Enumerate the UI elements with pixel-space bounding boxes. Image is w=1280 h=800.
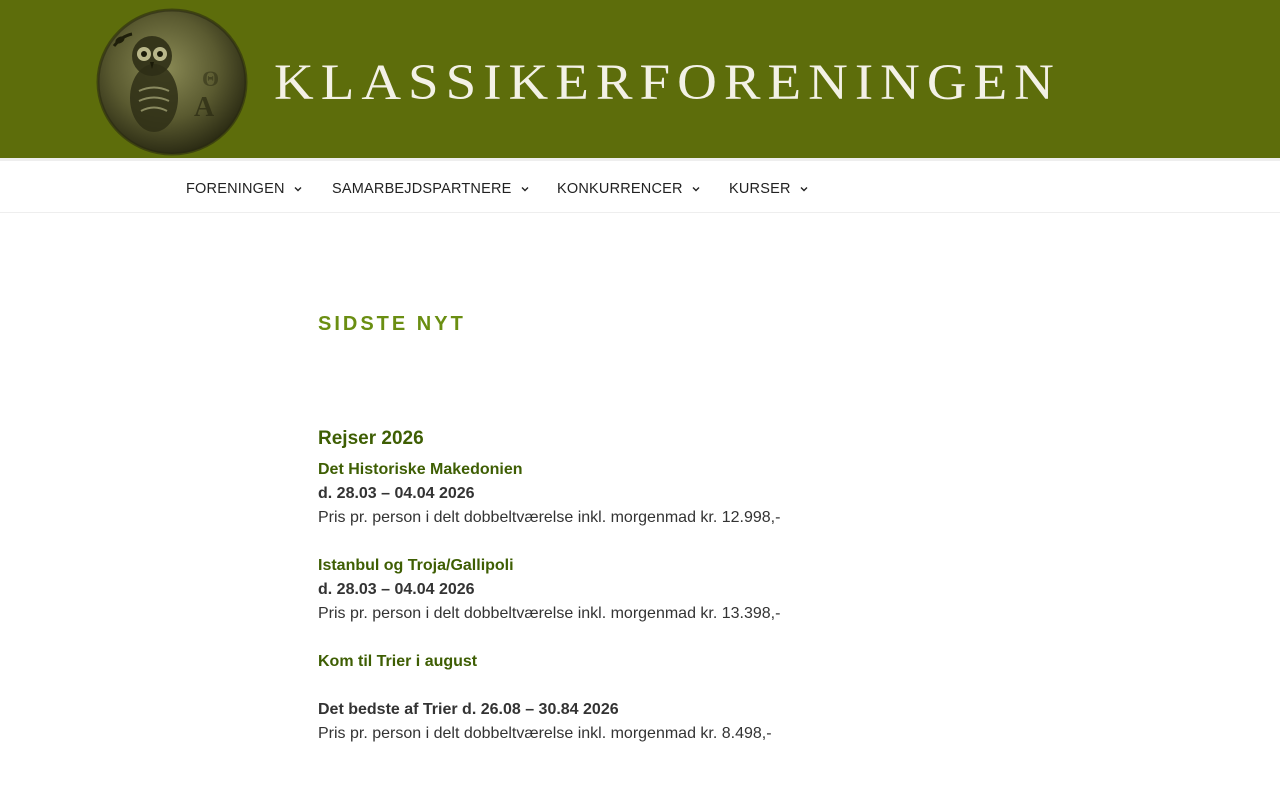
trip-link[interactable]: Kom til Trier i august [318, 653, 478, 670]
owl-coin-icon[interactable] [94, 6, 248, 156]
trip-date: Det bedste af Trier d. 26.08 – 30.84 2026 [318, 701, 619, 718]
list-item [318, 650, 477, 674]
nav-item-label: SAMARBEJDSPARTNERE [332, 181, 512, 197]
nav-item-label: FORENINGEN [186, 181, 285, 197]
nav-item-label: KONKURRENCER [557, 181, 683, 197]
svg-text:Θ: Θ [202, 66, 220, 91]
chevron-down-icon [293, 184, 303, 194]
nav-item-konkurrencer[interactable] [557, 161, 701, 213]
trip-price: Pris pr. person i delt dobbeltværelse inkl. morgenmad kr. 13.398,- [318, 605, 781, 622]
site-title[interactable]: KLASSIKERFORENINGEN [274, 53, 1061, 110]
nav-item-label: KURSER [729, 181, 791, 197]
chevron-down-icon [799, 184, 809, 194]
list-item [318, 554, 514, 578]
trip-date: d. 28.03 – 04.04 2026 [318, 485, 475, 502]
site-header [0, 0, 1280, 158]
svg-text:A: A [194, 92, 215, 123]
chevron-down-icon [691, 184, 701, 194]
nav-item-foreningen[interactable] [186, 161, 303, 213]
trip-price: Pris pr. person i delt dobbeltværelse inkl. morgenmad kr. 8.498,- [318, 725, 772, 742]
trip-link[interactable]: Istanbul og Troja/Gallipoli [318, 557, 514, 574]
main-navigation [0, 158, 1280, 213]
nav-item-samarbejdspartnere[interactable] [332, 161, 530, 213]
trip-price: Pris pr. person i delt dobbeltværelse inkl. morgenmad kr. 12.998,- [318, 509, 781, 526]
section-heading: Rejser 2026 [318, 428, 424, 449]
nav-item-kurser[interactable] [729, 161, 809, 213]
trip-link[interactable]: Det Historiske Makedonien [318, 461, 523, 478]
chevron-down-icon [520, 184, 530, 194]
list-item [318, 458, 523, 482]
trip-date: d. 28.03 – 04.04 2026 [318, 581, 475, 598]
page-title: SIDSTE NYT [318, 313, 466, 335]
